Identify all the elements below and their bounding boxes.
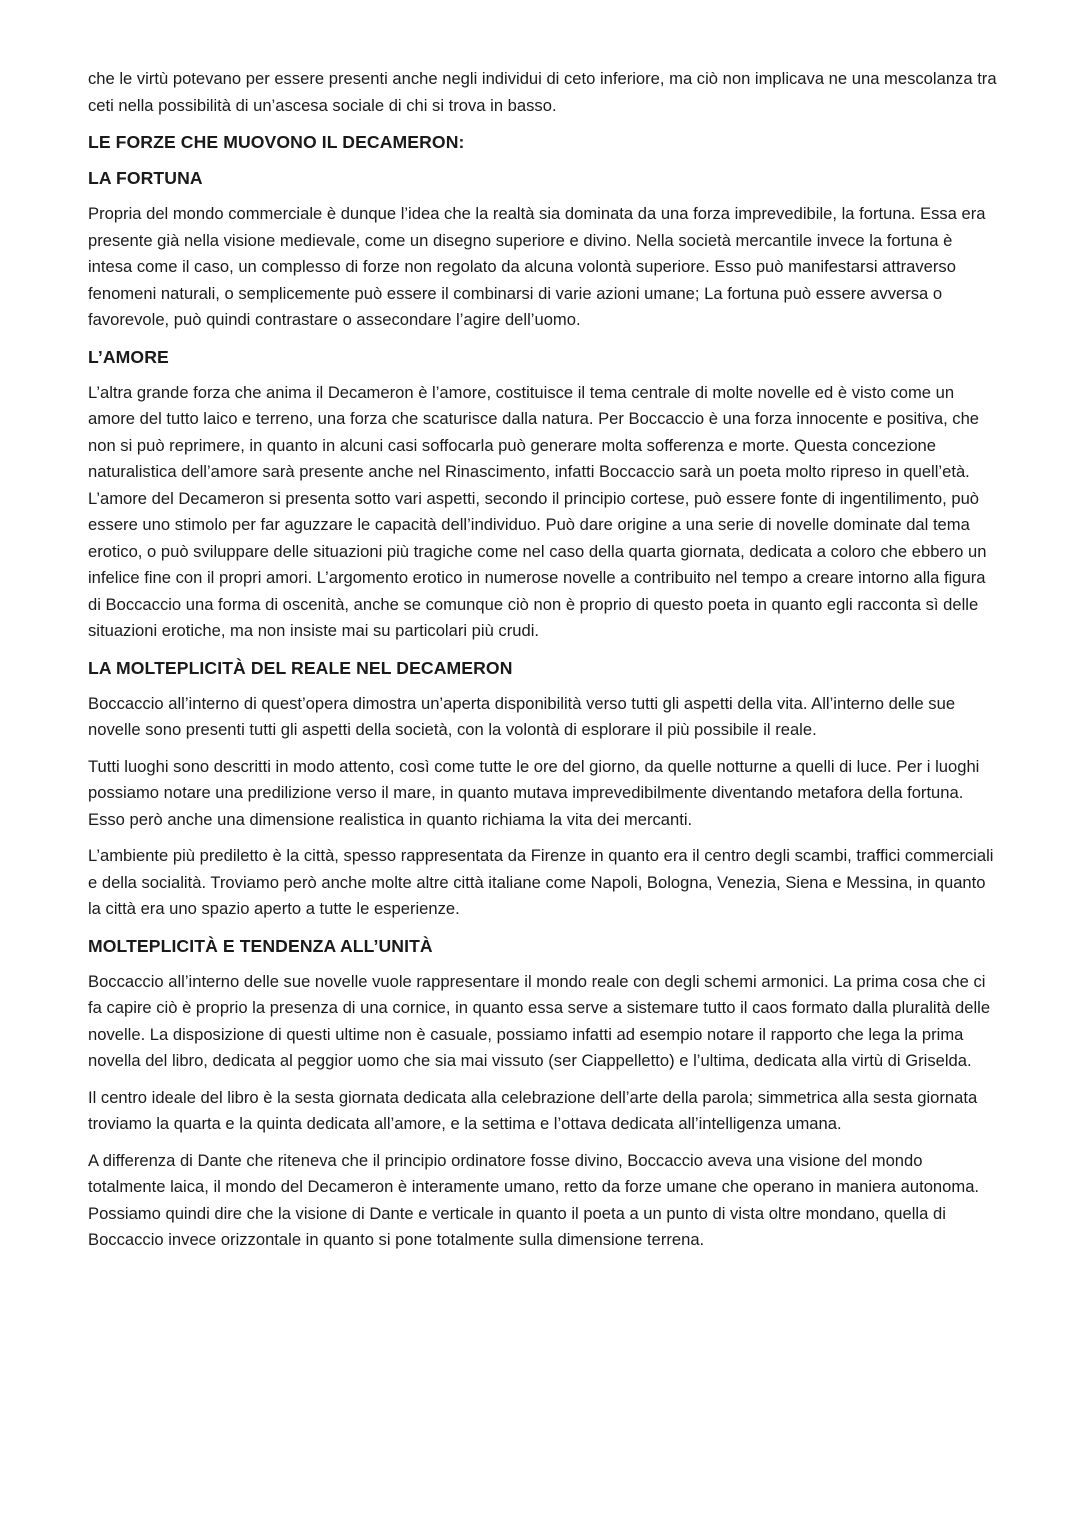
paragraph-amore: L’altra grande forza che anima il Decameron è l’amore, costituisce il tema centrale di molte novelle ed è visto come un amore del tutto laico e terreno, una forza che scaturisce dalla natura. Per Boccaccio è una forza innocente e positiva, che non si può reprimere, in quanto in alcuni casi soffocarla può generare molta sofferenza e morte. Questa concezione naturalistica dell’amore sarà presente anche nel Rinascimento, infatti Boccaccio sarà un poeta molto ripreso in quell’età. L’amore del Decameron si presenta sotto vari aspetti, secondo il principio cortese, può essere fonte di ingentilimento, può essere uno stimolo per far aguzzare le capacità dell’individuo. Può dare origine a una serie di novelle dominate dal tema erotico, o può sviluppare delle situazioni più tragiche come nel caso della quarta giornata, dedicata a coloro che ebbero un infelice fine con il propri amori. L’argomento erotico in numerose novelle a contribuito nel tempo a creare intorno alla figura di Boccaccio una forma di oscenità, anche se comunque ciò non è proprio di questo poeta in quanto egli racconta sì delle situazioni erotiche, ma non insiste mai su particolari più crudi. xyxy=(88,382,987,640)
section-heading-unita: MOLTEPLICITÀ E TENDENZA ALL’UNITÀ xyxy=(88,935,433,956)
paragraph-luoghi: Tutti luoghi sono descritti in modo attento, così come tutte le ore del giorno, da quelle notturne a quelli di luce. Per i luoghi possiamo notare una predilizione verso il mare, in quanto mutava imprevedibilmente diventando metafora della fortuna. Esso però anche una dimensione realistica in quanto richiama la vita dei mercanti. xyxy=(88,756,980,829)
paragraph-ceto: che le virtù potevano per essere presenti anche negli individui di ceto inferiore, ma ciò non implicava ne una mescolanza tra ceti nella possibilità di un’ascesa sociale di chi si trova in basso. xyxy=(88,69,997,115)
paragraph-cornice: Boccaccio all’interno delle sue novelle vuole rappresentare il mondo reale con degli schemi armonici. La prima cosa che ci fa capire ciò è proprio la presenza di una cornice, in quanto essa serve a sistemare tutto il caos formato dalla pluralità delle novelle. La disposizione di questi ultime non è casuale, possiamo infatti ad esempio notare il rapporto che lega la prima novella del libro, dedicata al peggior uomo che sia mai vissuto (ser Ciappelletto) e l’ultima, dedicata alla virtù di Griselda. xyxy=(88,971,991,1070)
section-heading-fortuna: LA FORTUNA xyxy=(88,168,203,188)
paragraph-dante-boccaccio: A differenza di Dante che riteneva che il principio ordinatore fosse divino, Boccaccio aveva una visione del mondo totalmente laica, il mondo del Decameron è interamente umano, retto da forze umane che operano in maniera autonoma. Possiamo quindi dire che la visione di Dante e verticale in quanto il poeta a un punto di vista oltre mondano, quella di Boccaccio invece orizzontale in quanto si pone totalmente sulla dimensione terrena. xyxy=(88,1150,980,1249)
paragraph-fortuna: Propria del mondo commerciale è dunque l’idea che la realtà sia dominata da una forza imprevedibile, la fortuna. Essa era presente già nella visione medievale, come un disegno superiore e divino. Nella società mercantile invece la fortuna è intesa come il caso, un complesso di forze non regolato da alcuna volontà superiore. Esso può manifestarsi attraverso fenomeni naturali, o semplicemente può essere il combinarsi di varie azioni umane; La fortuna può essere avversa o favorevole, può quindi contrastare o assecondare l’agire dell’uomo. xyxy=(88,204,986,329)
document-page xyxy=(88,66,1000,1264)
section-heading-molteplicita-reale: LA MOLTEPLICITÀ DEL REALE NEL DECAMERON xyxy=(88,657,513,678)
paragraph-sesta-giornata: Il centro ideale del libro è la sesta giornata dedicata alla celebrazione dell’arte della parola; simmetrica alla sesta giornata troviamo la quarta e la quinta dedicata all’amore, e la settima e l’ottava dedicata all’intelligenza umana. xyxy=(88,1087,978,1133)
section-heading-amore: L’AMORE xyxy=(88,346,169,367)
paragraph-citta: L’ambiente più prediletto è la città, spesso rappresentata da Firenze in quanto era il centro degli scambi, traffici commerciali e della socialità. Troviamo però anche molte altre città italiane come Napoli, Bologna, Venezia, Siena e Messina, in quanto la città era uno spazio aperto a tutte le esperienze. xyxy=(88,846,994,918)
paragraph-aspetti-vita: Boccaccio all’interno di quest’opera dimostra un’aperta disponibilità verso tutti gli aspetti della vita. All’interno delle sue novelle sono presenti tutti gli aspetti della società, con la volontà di esplorare il più possibile il reale. xyxy=(88,693,956,739)
section-heading-forze: LE FORZE CHE MUOVONO IL DECAMERON: xyxy=(88,132,465,152)
